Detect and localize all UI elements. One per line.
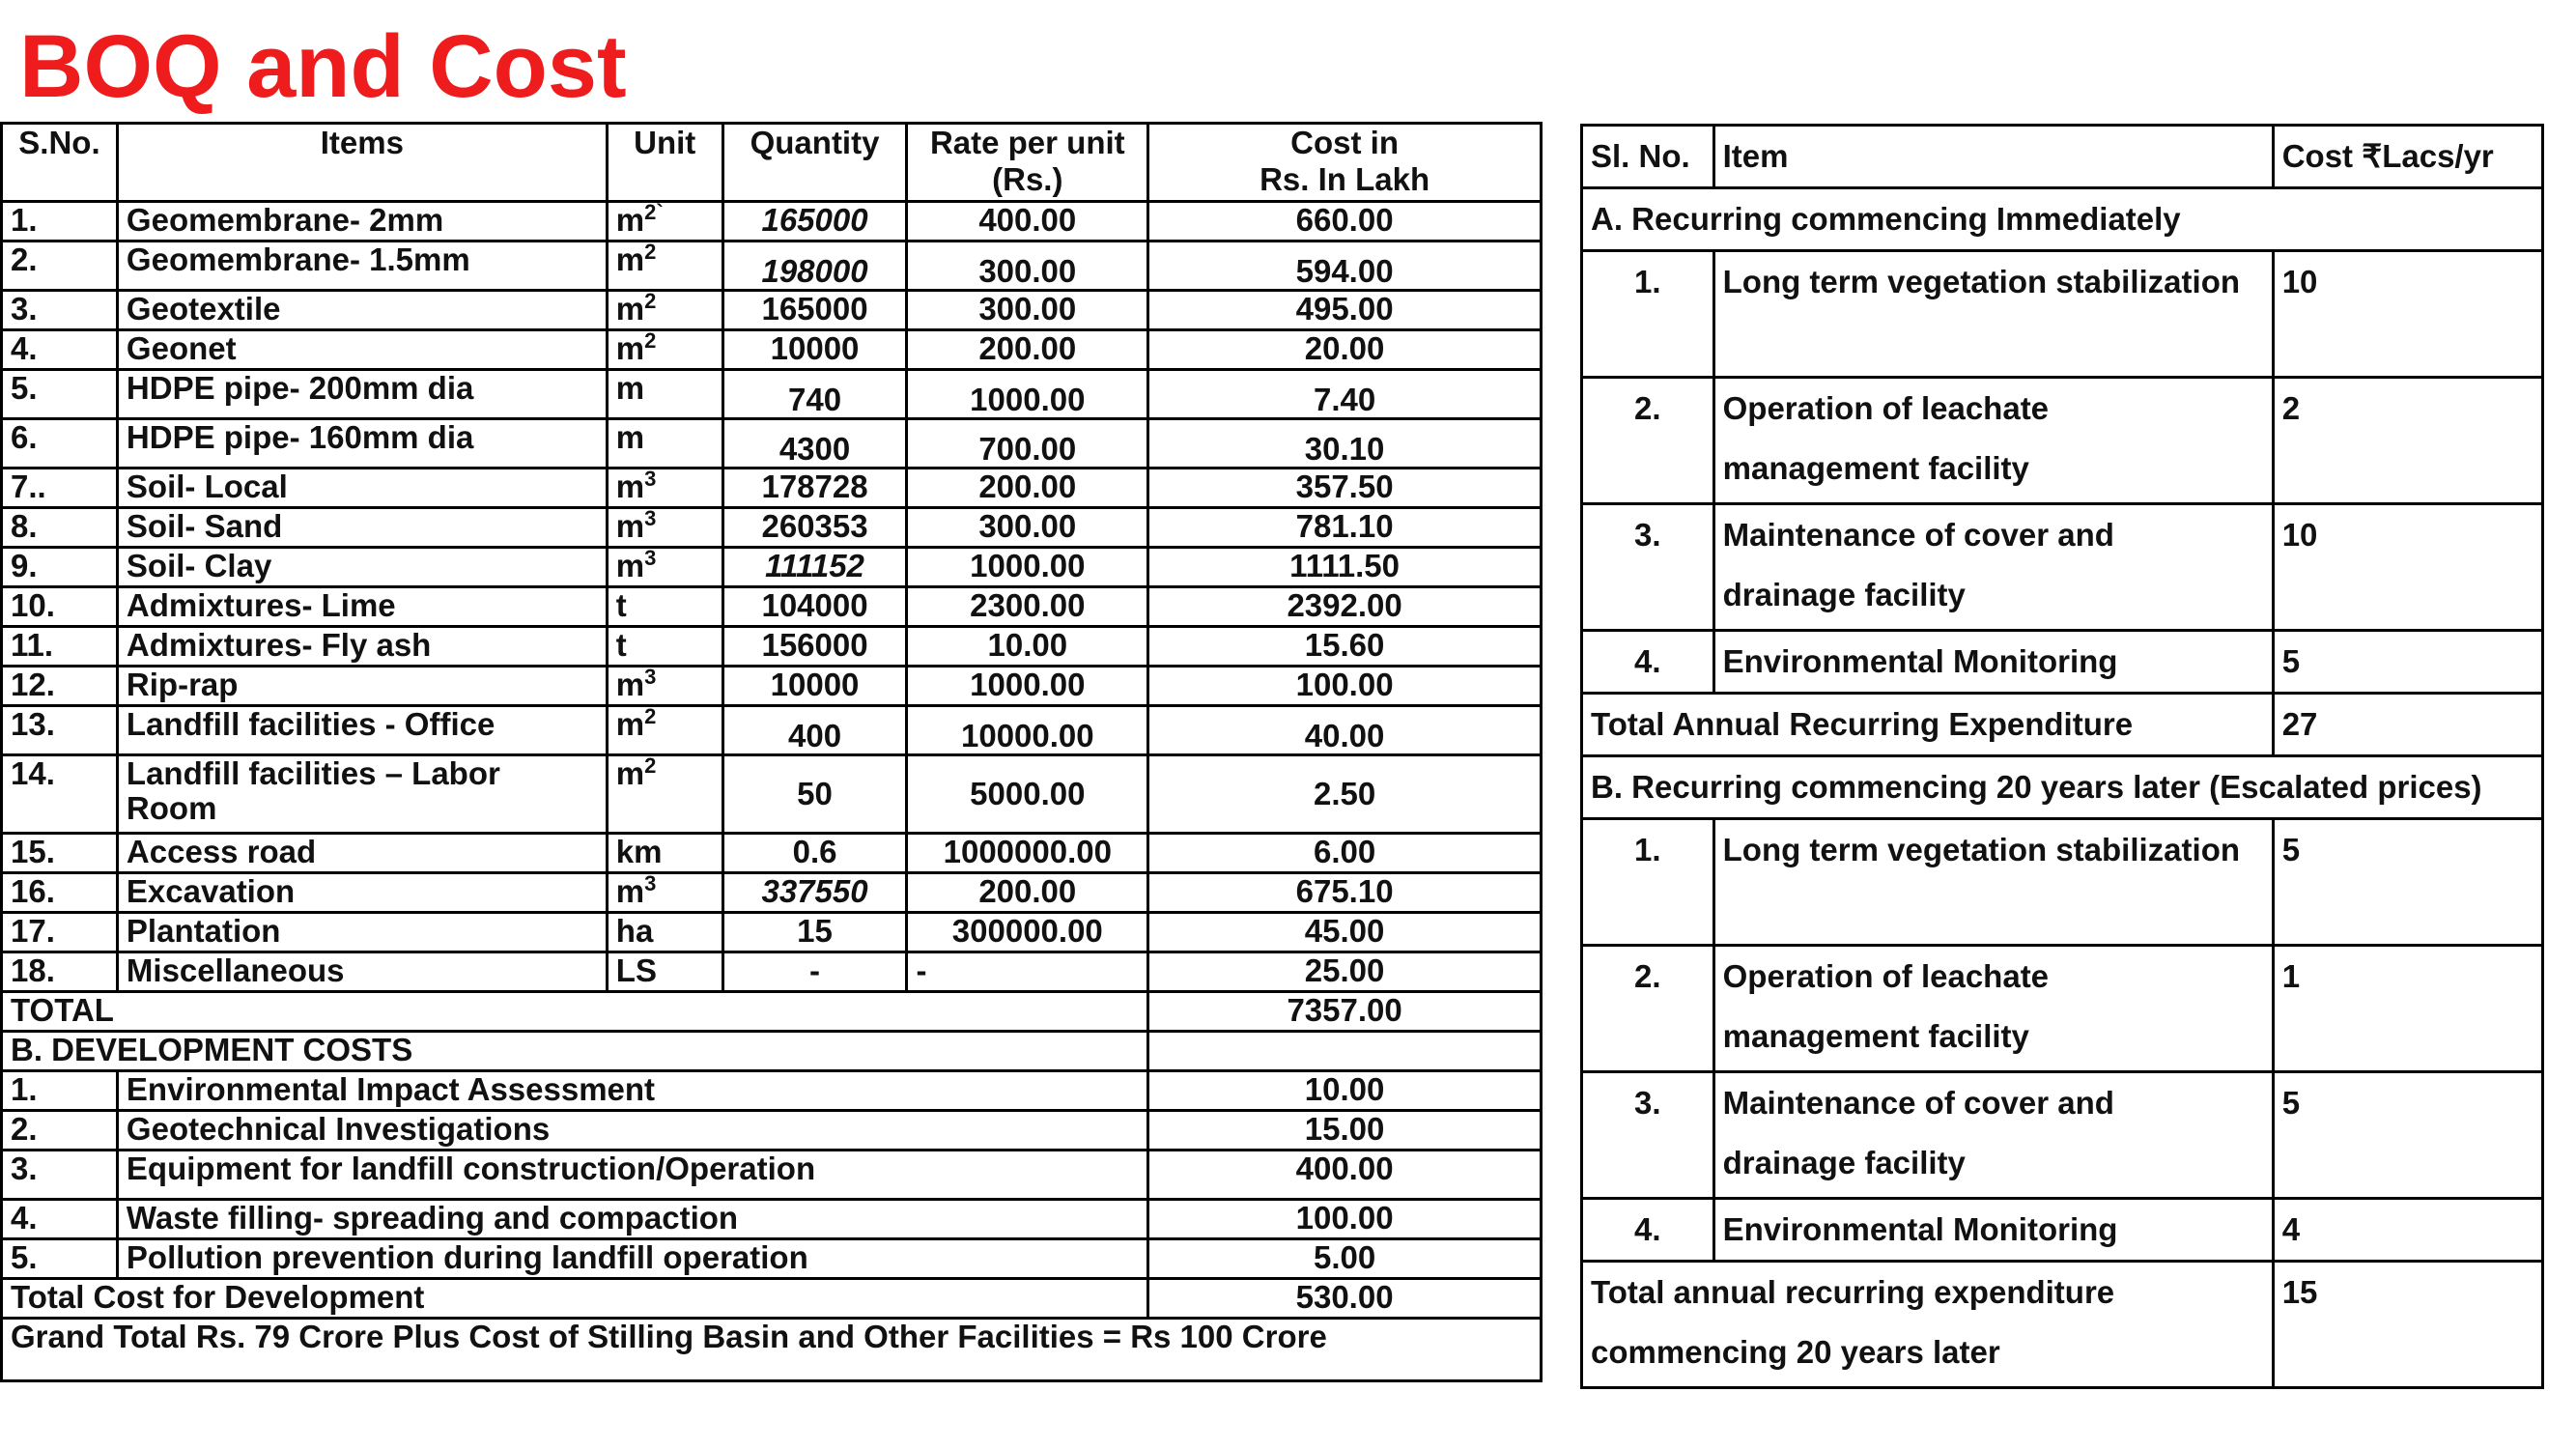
dev-row-item: Waste filling- spreading and compaction — [117, 1200, 1147, 1239]
dev-heading-empty — [1148, 1032, 1542, 1071]
recurring-row-item-line1: Environmental Monitoring — [1722, 1211, 2118, 1247]
row-rate: 700.00 — [907, 419, 1148, 469]
row-rate: 1000.00 — [907, 370, 1148, 419]
header-unit: Unit — [607, 124, 722, 202]
row-sno: 12. — [2, 667, 118, 706]
recurring-row — [1582, 504, 2543, 631]
row-sno: 11. — [2, 627, 118, 667]
row-unit — [607, 952, 722, 992]
row-unit — [607, 755, 722, 834]
row-unit — [607, 548, 722, 587]
table-row — [2, 419, 1542, 469]
row-quantity: 10000 — [722, 667, 907, 706]
recurring-row-sno: 2. — [1582, 946, 1714, 1072]
row-item: Geotextile — [117, 291, 607, 330]
row-item-line2: Room — [126, 790, 217, 826]
table-row — [2, 627, 1542, 667]
recurring-row-sno: 4. — [1582, 1199, 1714, 1262]
recurring-row-item-line1: Long term vegetation stabilization — [1722, 264, 2241, 299]
total-label: TOTAL — [2, 992, 1148, 1032]
row-sno: 4. — [2, 330, 118, 370]
row-rate: 300000.00 — [907, 913, 1148, 952]
dev-heading: B. DEVELOPMENT COSTS — [2, 1032, 1148, 1071]
recurring-row-item — [1713, 946, 2273, 1072]
row-cost: 25.00 — [1148, 952, 1542, 992]
row-sno: 6. — [2, 419, 118, 469]
table-row — [2, 508, 1542, 548]
row-unit-text: m — [615, 667, 645, 702]
unit-exponent: 2 — [644, 753, 657, 778]
recurring-row-sno: 1. — [1582, 819, 1714, 946]
dev-row-cost: 5.00 — [1148, 1239, 1542, 1279]
dev-row-sno: 1. — [2, 1071, 118, 1111]
row-unit — [607, 469, 722, 508]
header-rate — [907, 124, 1148, 202]
row-cost: 2392.00 — [1148, 587, 1542, 627]
row-item: Miscellaneous — [117, 952, 607, 992]
row-rate: 300.00 — [907, 242, 1148, 291]
unit-exponent: 3 — [644, 506, 657, 530]
row-unit — [607, 419, 722, 469]
header-rate-line1: Rate per unit — [929, 125, 1125, 160]
recurring-cost-table — [1580, 124, 2544, 1389]
row-quantity: 400 — [722, 706, 907, 755]
row-item: Soil- Sand — [117, 508, 607, 548]
row-sno: 2. — [2, 242, 118, 291]
dev-row-cost: 400.00 — [1148, 1151, 1542, 1200]
row-quantity: 165000 — [722, 291, 907, 330]
total-value: 7357.00 — [1148, 992, 1542, 1032]
row-quantity: 337550 — [722, 873, 907, 913]
row-unit-text: m — [615, 370, 645, 406]
row-unit — [607, 370, 722, 419]
row-rate: 1000.00 — [907, 548, 1148, 587]
row-rate: 10.00 — [907, 627, 1148, 667]
page-title: BOQ and Cost — [19, 17, 627, 116]
row-quantity: 156000 — [722, 627, 907, 667]
header-rate-line2: (Rs.) — [992, 161, 1063, 197]
row-cost: 20.00 — [1148, 330, 1542, 370]
table-row — [2, 330, 1542, 370]
row-sno: 18. — [2, 952, 118, 992]
boq-header-row — [2, 124, 1542, 202]
row-sno: 8. — [2, 508, 118, 548]
recurring-row-item-line2: management facility — [1722, 1018, 2029, 1054]
row-unit-text: m — [615, 548, 645, 583]
row-quantity: 178728 — [722, 469, 907, 508]
recurring-row-sno: 1. — [1582, 251, 1714, 378]
row-rate: 300.00 — [907, 291, 1148, 330]
recurring-row-item — [1713, 251, 2273, 378]
row-cost: 7.40 — [1148, 370, 1542, 419]
table-row — [2, 242, 1542, 291]
table-row — [2, 548, 1542, 587]
row-item: Soil- Clay — [117, 548, 607, 587]
row-unit — [607, 330, 722, 370]
recurring-row-cost: 4 — [2273, 1199, 2542, 1262]
recurring-row-item-line1: Maintenance of cover and — [1722, 517, 2114, 553]
total-a-row — [1582, 694, 2543, 756]
row-unit-text: m — [615, 873, 645, 909]
recurring-row — [1582, 251, 2543, 378]
row-unit-text: km — [615, 834, 663, 869]
row-rate: - — [907, 952, 1148, 992]
row-cost: 495.00 — [1148, 291, 1542, 330]
row-quantity: 165000 — [722, 202, 907, 242]
row-unit — [607, 627, 722, 667]
row-item: Geonet — [117, 330, 607, 370]
row-quantity: 15 — [722, 913, 907, 952]
row-item: Admixtures- Fly ash — [117, 627, 607, 667]
unit-exponent: 2 — [644, 328, 657, 353]
dev-row-item: Equipment for landfill construction/Operation — [117, 1151, 1147, 1200]
row-rate: 200.00 — [907, 873, 1148, 913]
row-quantity: 10000 — [722, 330, 907, 370]
table-row — [2, 667, 1542, 706]
row-rate: 10000.00 — [907, 706, 1148, 755]
recurring-row-item — [1713, 1072, 2273, 1199]
row-quantity: 740 — [722, 370, 907, 419]
row-cost: 675.10 — [1148, 873, 1542, 913]
row-unit-text: m — [615, 291, 645, 327]
row-unit — [607, 834, 722, 873]
recurring-row-item — [1713, 504, 2273, 631]
row-rate: 400.00 — [907, 202, 1148, 242]
total-row — [2, 992, 1542, 1032]
row-quantity: 260353 — [722, 508, 907, 548]
dev-row — [2, 1071, 1542, 1111]
row-unit — [607, 667, 722, 706]
row-cost: 6.00 — [1148, 834, 1542, 873]
row-cost: 45.00 — [1148, 913, 1542, 952]
row-sno: 15. — [2, 834, 118, 873]
table-row — [2, 834, 1542, 873]
recurring-row-cost: 5 — [2273, 1072, 2542, 1199]
recurring-row-cost: 10 — [2273, 251, 2542, 378]
dev-total-row — [2, 1279, 1542, 1319]
header-cost-line2: Rs. In Lakh — [1260, 161, 1430, 197]
row-unit-text: m — [615, 242, 645, 277]
unit-exponent: 2 — [644, 289, 657, 313]
row-unit-text: ha — [615, 913, 654, 949]
row-item: Soil- Local — [117, 469, 607, 508]
header-quantity: Quantity — [722, 124, 907, 202]
row-unit — [607, 913, 722, 952]
row-unit-text: m — [615, 330, 645, 366]
section-a-heading — [1582, 188, 2543, 251]
row-unit — [607, 706, 722, 755]
unit-exponent: 3 — [644, 467, 657, 491]
row-sno: 7.. — [2, 469, 118, 508]
grand-total-text: Grand Total Rs. 79 Crore Plus Cost of Stilling Basin and Other Facilities = Rs 100 Crore — [2, 1319, 1542, 1381]
recurring-row-item — [1713, 378, 2273, 504]
table-row — [2, 370, 1542, 419]
row-item: Admixtures- Lime — [117, 587, 607, 627]
header-sl-no: Sl. No. — [1582, 126, 1714, 188]
table-row — [2, 913, 1542, 952]
row-item: Rip-rap — [117, 667, 607, 706]
row-sno: 14. — [2, 755, 118, 834]
unit-exponent: 2 — [644, 704, 657, 728]
section-b-heading-text: B. Recurring commencing 20 years later (Escalated prices) — [1582, 756, 2543, 819]
dev-heading-row — [2, 1032, 1542, 1071]
section-a-heading-text: A. Recurring commencing Immediately — [1582, 188, 2543, 251]
dev-total-value: 530.00 — [1148, 1279, 1542, 1319]
recurring-row-item-line1: Maintenance of cover and — [1722, 1085, 2114, 1121]
row-item: HDPE pipe- 160mm dia — [117, 419, 607, 469]
recurring-row-item-line2: management facility — [1722, 450, 2029, 486]
row-item: Excavation — [117, 873, 607, 913]
header-cost — [1148, 124, 1542, 202]
total-a-value: 27 — [2273, 694, 2542, 756]
total-b-label-line1: Total annual recurring expenditure — [1591, 1274, 2115, 1310]
recurring-row-cost: 5 — [2273, 819, 2542, 946]
row-cost: 660.00 — [1148, 202, 1542, 242]
total-b-label — [1582, 1262, 2274, 1388]
recurring-row-cost: 2 — [2273, 378, 2542, 504]
row-unit — [607, 242, 722, 291]
recurring-row-item — [1713, 631, 2273, 694]
row-cost: 357.50 — [1148, 469, 1542, 508]
row-quantity: 50 — [722, 755, 907, 834]
unit-exponent: 2` — [644, 200, 664, 224]
dev-row-item: Environmental Impact Assessment — [117, 1071, 1147, 1111]
recurring-row — [1582, 1199, 2543, 1262]
row-rate: 200.00 — [907, 330, 1148, 370]
row-rate: 2300.00 — [907, 587, 1148, 627]
row-cost: 40.00 — [1148, 706, 1542, 755]
table-row — [2, 291, 1542, 330]
recurring-row — [1582, 819, 2543, 946]
recurring-row-item-line2: drainage facility — [1722, 577, 1966, 612]
row-cost: 15.60 — [1148, 627, 1542, 667]
recurring-row-sno: 4. — [1582, 631, 1714, 694]
recurring-row-cost: 10 — [2273, 504, 2542, 631]
dev-row — [2, 1239, 1542, 1279]
recurring-header-row — [1582, 126, 2543, 188]
row-sno: 9. — [2, 548, 118, 587]
dev-row-cost: 10.00 — [1148, 1071, 1542, 1111]
boq-table — [0, 122, 1543, 1382]
unit-exponent: 2 — [644, 240, 657, 264]
dev-row-item: Geotechnical Investigations — [117, 1111, 1147, 1151]
grand-total-row — [2, 1319, 1542, 1381]
recurring-row — [1582, 631, 2543, 694]
row-unit-text: t — [615, 627, 627, 663]
unit-exponent: 3 — [644, 871, 657, 895]
row-unit — [607, 508, 722, 548]
total-b-value: 15 — [2273, 1262, 2542, 1388]
header-cost-line1: Cost in — [1290, 125, 1399, 160]
row-unit — [607, 587, 722, 627]
recurring-row-cost: 5 — [2273, 631, 2542, 694]
recurring-row-item-line1: Operation of leachate — [1722, 390, 2050, 426]
recurring-row-item-line2: drainage facility — [1722, 1145, 1966, 1180]
dev-total-label: Total Cost for Development — [2, 1279, 1148, 1319]
row-unit-text: t — [615, 587, 627, 623]
dev-row-sno: 3. — [2, 1151, 118, 1200]
dev-row-cost: 100.00 — [1148, 1200, 1542, 1239]
row-rate: 300.00 — [907, 508, 1148, 548]
row-item: Geomembrane- 1.5mm — [117, 242, 607, 291]
recurring-row-item — [1713, 819, 2273, 946]
recurring-row — [1582, 378, 2543, 504]
dev-row — [2, 1200, 1542, 1239]
row-item — [117, 755, 607, 834]
row-sno: 10. — [2, 587, 118, 627]
row-quantity: - — [722, 952, 907, 992]
row-rate: 5000.00 — [907, 755, 1148, 834]
total-a-label: Total Annual Recurring Expenditure — [1582, 694, 2274, 756]
header-cost-lacs: Cost ₹Lacs/yr — [2273, 126, 2542, 188]
dev-row — [2, 1151, 1542, 1200]
row-sno: 5. — [2, 370, 118, 419]
row-cost: 2.50 — [1148, 755, 1542, 834]
recurring-row-sno: 3. — [1582, 1072, 1714, 1199]
table-row — [2, 952, 1542, 992]
table-row — [2, 755, 1542, 834]
row-quantity: 104000 — [722, 587, 907, 627]
recurring-row-item — [1713, 1199, 2273, 1262]
recurring-row — [1582, 946, 2543, 1072]
total-b-row — [1582, 1262, 2543, 1388]
table-row — [2, 706, 1542, 755]
row-sno: 13. — [2, 706, 118, 755]
table-row — [2, 469, 1542, 508]
dev-row-item: Pollution prevention during landfill operation — [117, 1239, 1147, 1279]
row-rate: 200.00 — [907, 469, 1148, 508]
row-item: Landfill facilities - Office — [117, 706, 607, 755]
row-unit-text: m — [615, 755, 645, 791]
row-unit-text: LS — [615, 952, 657, 988]
row-unit — [607, 873, 722, 913]
row-sno: 16. — [2, 873, 118, 913]
row-quantity: 0.6 — [722, 834, 907, 873]
row-unit — [607, 291, 722, 330]
row-sno: 3. — [2, 291, 118, 330]
recurring-row-sno: 2. — [1582, 378, 1714, 504]
unit-exponent: 3 — [644, 665, 657, 689]
row-unit-text: m — [615, 419, 645, 455]
recurring-row-item-line1: Operation of leachate — [1722, 958, 2050, 994]
row-quantity: 198000 — [722, 242, 907, 291]
row-unit-text: m — [615, 508, 645, 544]
recurring-row-sno: 3. — [1582, 504, 1714, 631]
header-sno: S.No. — [2, 124, 118, 202]
section-b-heading — [1582, 756, 2543, 819]
unit-exponent: 3 — [644, 546, 657, 570]
row-unit-text: m — [615, 706, 645, 742]
header-items: Items — [117, 124, 607, 202]
row-sno: 1. — [2, 202, 118, 242]
header-item: Item — [1713, 126, 2273, 188]
row-cost: 100.00 — [1148, 667, 1542, 706]
row-item: Access road — [117, 834, 607, 873]
row-item: HDPE pipe- 200mm dia — [117, 370, 607, 419]
dev-row-sno: 2. — [2, 1111, 118, 1151]
dev-row-sno: 5. — [2, 1239, 118, 1279]
row-rate: 1000000.00 — [907, 834, 1148, 873]
row-quantity: 111152 — [722, 548, 907, 587]
row-item-line1: Landfill facilities – Labor — [126, 755, 500, 791]
table-row — [2, 587, 1542, 627]
dev-row-sno: 4. — [2, 1200, 118, 1239]
recurring-row-item-line1: Environmental Monitoring — [1722, 643, 2118, 679]
row-unit-text: m — [615, 469, 645, 504]
row-quantity: 4300 — [722, 419, 907, 469]
recurring-row — [1582, 1072, 2543, 1199]
total-b-label-line2: commencing 20 years later — [1591, 1334, 2000, 1370]
row-sno: 17. — [2, 913, 118, 952]
dev-row-cost: 15.00 — [1148, 1111, 1542, 1151]
row-cost: 594.00 — [1148, 242, 1542, 291]
table-row — [2, 873, 1542, 913]
row-cost: 1111.50 — [1148, 548, 1542, 587]
row-cost: 30.10 — [1148, 419, 1542, 469]
row-item: Plantation — [117, 913, 607, 952]
row-unit-text: m — [615, 202, 645, 238]
table-row — [2, 202, 1542, 242]
row-item: Geomembrane- 2mm — [117, 202, 607, 242]
row-rate: 1000.00 — [907, 667, 1148, 706]
recurring-row-item-line1: Long term vegetation stabilization — [1722, 832, 2241, 867]
recurring-row-cost: 1 — [2273, 946, 2542, 1072]
row-cost: 781.10 — [1148, 508, 1542, 548]
row-unit — [607, 202, 722, 242]
dev-row — [2, 1111, 1542, 1151]
